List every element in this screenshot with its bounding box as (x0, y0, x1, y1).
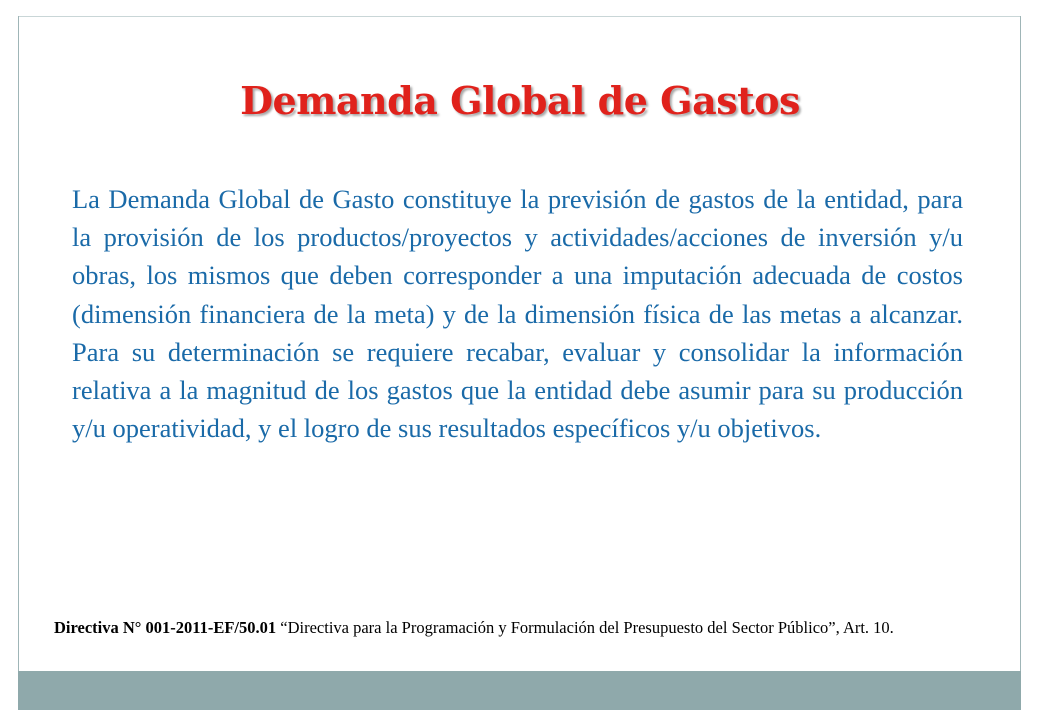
footnote-reference: Directiva N° 001-2011-EF/50.01 (54, 618, 277, 637)
frame-top-line (18, 16, 1021, 17)
slide-title: Demanda Global de Gastos (240, 78, 800, 123)
bottom-band (18, 671, 1021, 710)
source-footnote (54, 616, 976, 640)
footnote-text: “Directiva para la Programación y Formulación del Presupuesto del Sector Público”, Art. 10. (276, 618, 894, 637)
slide-body-text: La Demanda Global de Gasto constituye la previsión de gastos de la entidad, para la provisión de los productos/proyectos y actividades/acciones de inversión y/u obras, los mismos que deben corresponder a una imputación adecuada de costos (dimensión financiera de la meta) y de la dimensión física de las metas a alcanzar. Para su determinación se requiere recabar, evaluar y consolidar la información relativa a la magnitud de los gastos que la entidad debe asumir para su producción y/u operatividad, y el logro de sus resultados específicos y/u objetivos. (72, 184, 963, 444)
